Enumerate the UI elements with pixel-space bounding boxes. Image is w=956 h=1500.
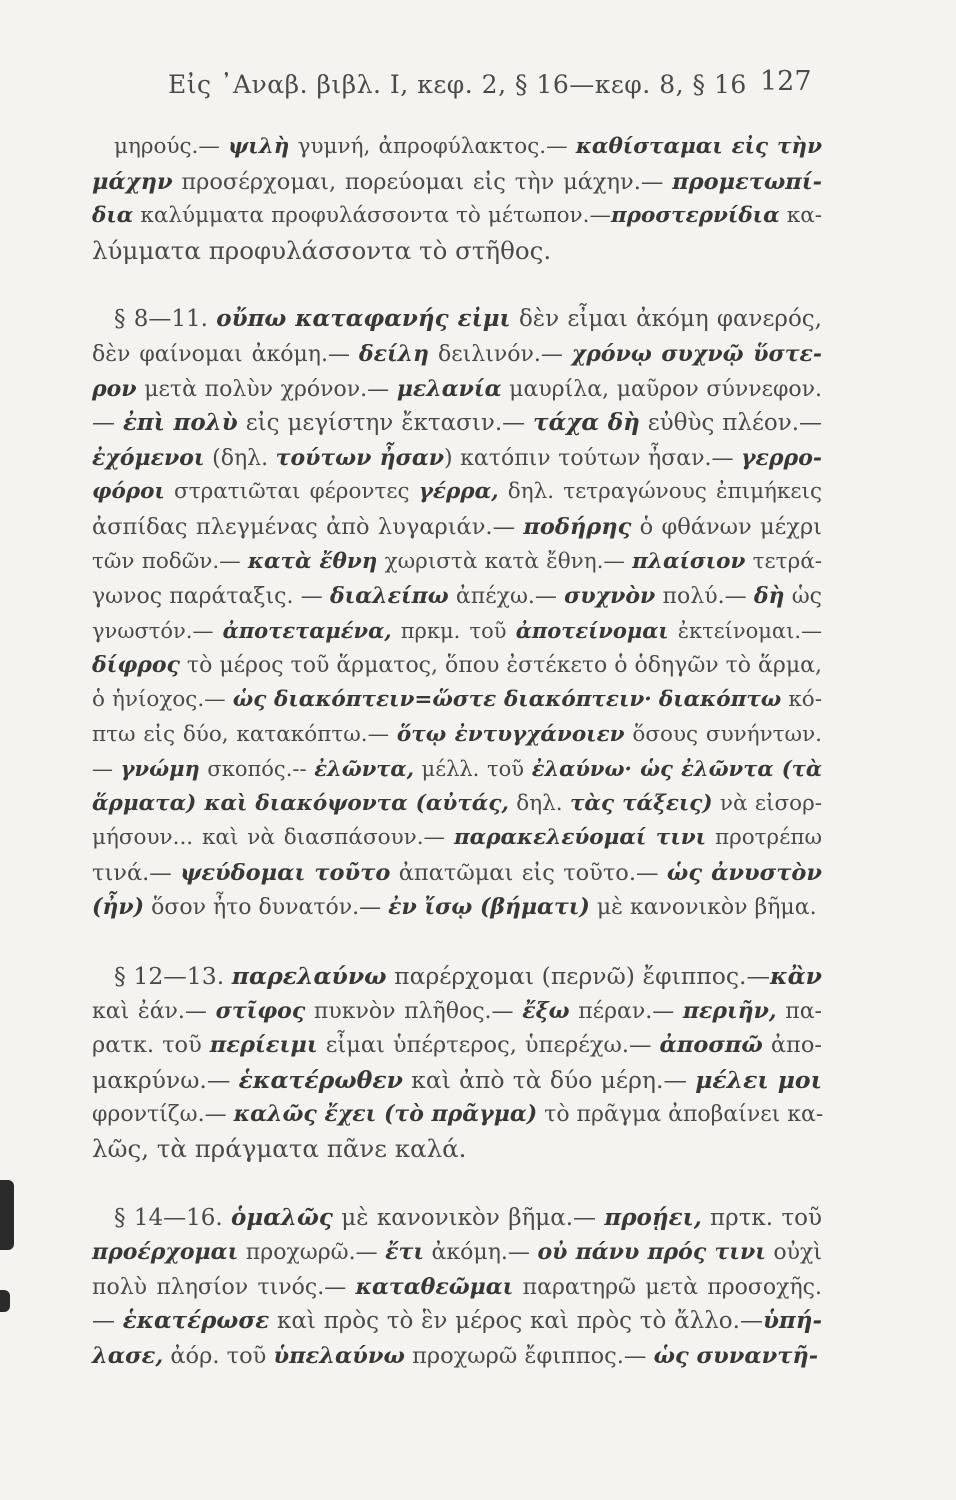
text-line <box>92 1063 822 1098</box>
headword: ὡς ἀνυστὸν <box>666 859 822 886</box>
gloss-text: τῶν ποδῶν.— <box>92 548 248 574</box>
gloss-text: εἶμαι ὑπέρτερος, ὑπερέχω.— <box>317 1032 660 1059</box>
headword: ἐπὶ πολὺ <box>122 409 238 437</box>
headword: συχνὸν <box>564 583 656 610</box>
headword: καταθεῶμαι <box>355 1273 514 1300</box>
gloss-text: § 14—16. <box>114 1204 232 1231</box>
gloss-text: ὅσον ἦτο δυνατόν.— <box>144 895 389 921</box>
headword: δια <box>92 203 134 229</box>
headword: πλαίσιον <box>632 548 746 574</box>
headword: περιῆν, <box>682 997 777 1024</box>
text-line <box>92 372 822 407</box>
headword: ἀποτείνομαι <box>515 617 669 643</box>
gloss-text: προσέρχομαι, πορεύομαι εἰς τὴν μάχην.— <box>172 168 673 195</box>
headword: μέλει μοι <box>695 1065 822 1094</box>
text-line <box>92 1201 822 1236</box>
headword: διαλείπω <box>329 583 449 610</box>
gloss-text: μὲ κανονικὸν βῆμα.— <box>332 1204 605 1231</box>
gloss-text: πτω εἰς δύο, κατακόπτω.— <box>92 721 397 747</box>
headword: χρόνῳ συχνῷ ὕστε- <box>571 340 822 367</box>
headword: προέρχομαι <box>92 1239 239 1266</box>
gloss-text: πυκνὸν πλῆθος.— <box>305 998 523 1024</box>
text-line <box>92 959 822 994</box>
gloss-text: εἰς μεγίστην ἔκτασιν.— <box>237 410 534 437</box>
gloss-text: ὡς <box>784 584 822 610</box>
headword: δὴ <box>753 583 785 610</box>
gloss-text: — <box>92 410 123 437</box>
headword: τὰς τάξεις) <box>569 790 713 816</box>
headword: ὑπελαύνω <box>273 1343 405 1369</box>
headword: γέρρα, <box>418 479 499 505</box>
headword: παρελαύνω <box>231 962 387 991</box>
gloss-text: § 8—11. <box>114 306 217 333</box>
headword: ἐλῶντα, <box>314 756 414 782</box>
text-line <box>92 337 822 372</box>
headword: περίειμι <box>209 1032 318 1059</box>
gloss-text: μηρούς.— <box>114 134 229 159</box>
headword: ἑκατέρωθεν <box>238 1065 403 1094</box>
headword: μελανία <box>396 375 502 402</box>
gloss-text: τετρά- <box>745 548 822 574</box>
gloss-text: πέραν.— <box>569 998 683 1024</box>
gloss-text: καὶ ἐάν.— <box>92 998 216 1024</box>
headword: λασε, <box>92 1343 164 1369</box>
text-line <box>92 1304 822 1339</box>
headword: ὑπή- <box>762 1307 823 1335</box>
headword: ἔξω <box>522 997 570 1024</box>
headword: καθίσταμαι εἰς τὴν <box>575 134 822 159</box>
headword: προστερνίδια <box>610 203 780 229</box>
gloss-text: γωνος παράταξις. — <box>92 584 330 610</box>
gloss-text: παρατηρῶ μετὰ προσοχῆς. <box>513 1274 823 1300</box>
headword: ὅτῳ ἐντυγχάνοιεν <box>396 721 625 747</box>
headword: στῖφος <box>215 997 306 1024</box>
gloss-text: στρατιῶται φέροντες <box>164 479 419 505</box>
gloss-text: δειλινόν.— <box>429 341 572 367</box>
text-line <box>92 302 822 337</box>
headword: οὔπω καταφανής εἰμι <box>216 305 511 333</box>
headword: ὁμαλῶς <box>231 1203 333 1231</box>
text-line <box>92 1235 822 1270</box>
headword: προῄει, <box>604 1203 702 1231</box>
gloss-text: τὸ μέρος τοῦ ἅρματος, ὅπου ἐστέκετο ὁ ὁδηγῶν τὸ ἅρμα, <box>179 653 822 679</box>
text-line <box>92 648 822 683</box>
text-block <box>92 130 822 1374</box>
text-line <box>92 683 822 718</box>
gloss-text: φροντίζω.— <box>92 1102 234 1128</box>
gloss-text: προχωρῶ ἔφιππος.— <box>404 1343 654 1369</box>
page-edge-mark <box>0 1290 10 1312</box>
headword: ἀποτεταμένα, <box>222 617 392 643</box>
gloss-text: δὲν εἶμαι ἀκόμη φανερός, <box>510 306 822 333</box>
page-header <box>0 62 956 102</box>
headword: φόροι <box>92 479 165 505</box>
text-line <box>92 787 822 822</box>
gloss-text: γυμνή, ἀπροφύλακτος.— <box>289 134 576 159</box>
gloss-text: ὁ φθάνων μέχρι <box>631 513 822 540</box>
gloss-text: μὲ κανονικὸν βῆμα. <box>589 895 817 921</box>
text-line <box>92 406 822 441</box>
gloss-text: — <box>92 1308 123 1335</box>
gloss-text: μέλλ. τοῦ <box>413 757 532 782</box>
gloss-text: δὲν φαίνομαι ἀκόμη.— <box>92 341 359 367</box>
gloss-text: ἀκόμη.— <box>423 1240 538 1266</box>
text-line <box>92 890 822 925</box>
headword: γερρο- <box>741 444 822 471</box>
gloss-text: ἀπέχω.— <box>448 584 565 610</box>
headword: ἔτι <box>385 1239 424 1266</box>
gloss-text: καὶ πρὸς τὸ ἓν μέρος καὶ πρὸς τὸ ἄλλο.— <box>269 1308 763 1335</box>
text-line <box>92 441 822 476</box>
headword: (ἦν) <box>92 894 145 921</box>
paragraph <box>92 130 822 268</box>
headword: ἐν ἴσῳ (βήματι) <box>388 894 590 921</box>
gloss-text: πολὺ πλησίον τινός.— <box>92 1274 356 1300</box>
text-line <box>92 718 822 753</box>
page-number: 127 <box>760 66 812 97</box>
gloss-text: λῶς, τὰ πράγματα πᾶνε καλά. <box>92 1134 467 1164</box>
headword: μάχην <box>92 168 173 195</box>
gloss-text: νὰ εἰσορ- <box>712 790 822 816</box>
headword: δείλη <box>358 340 430 367</box>
gloss-text: τινά.— <box>92 859 181 886</box>
gloss-text: προτρέπω <box>706 825 822 851</box>
gloss-text: ἐκτείνομαι.— <box>668 618 823 643</box>
headword: παρακελεύομαί τινι <box>453 825 707 851</box>
headword: δίφρος <box>92 652 180 679</box>
text-line <box>92 1028 822 1063</box>
paragraph-gap <box>92 1167 822 1201</box>
headword: τούτων ἦσαν <box>275 444 445 471</box>
headword: ἐλαύνω· ὡς ἐλῶντα (τὰ <box>531 756 822 782</box>
gloss-text: τὸ πρᾶγμα ἀποβαίνει κα- <box>537 1102 824 1128</box>
gloss-text: κα- <box>779 203 822 229</box>
gloss-text: χωριστὰ κατὰ ἔθνη.— <box>377 548 633 574</box>
headword: οὐ πάνυ πρός τινι <box>537 1239 766 1266</box>
text-line <box>92 1097 822 1132</box>
text-line <box>92 199 822 234</box>
headword: ἅρματα) καὶ διακόψοντα (αὐτάς, <box>92 790 509 816</box>
gloss-text: σκοπός.-- <box>199 757 315 782</box>
gloss-text: κό- <box>781 686 822 712</box>
gloss-text: καὶ ἀπὸ τὰ δύο μέρη.— <box>402 1065 696 1094</box>
gloss-text <box>652 687 659 712</box>
text-line <box>92 510 822 545</box>
text-line <box>92 1132 822 1167</box>
text-line <box>92 752 822 787</box>
gloss-text: μετὰ πολὺν χρόνον.— <box>136 376 397 402</box>
gloss-text: μακρύνω.— <box>92 1065 239 1094</box>
gloss-text: ἀσπίδας πλεγμένας ἀπὸ λυγαριάν.— <box>92 513 524 540</box>
text-line <box>92 1339 822 1374</box>
gloss-text: ἀόρ. τοῦ <box>163 1343 274 1369</box>
text-line <box>92 130 822 165</box>
text-line <box>92 579 822 614</box>
gloss-text: δηλ. <box>508 790 570 816</box>
text-line <box>92 165 822 200</box>
gloss-text: εὐθὺς πλέον.— <box>639 410 823 437</box>
gloss-text: πα- <box>776 998 822 1024</box>
gloss-text: πολύ.— <box>655 584 754 610</box>
paragraph-gap <box>92 925 822 959</box>
gloss-text: καλύμματα προφυλάσσοντα τὸ μέτωπον.— <box>133 203 611 229</box>
gloss-text: οὐχὶ <box>765 1240 823 1266</box>
text-line <box>92 1270 822 1305</box>
headword: ὡς συναντῆ- <box>653 1343 819 1369</box>
page-edge-mark <box>0 1180 14 1250</box>
paragraph <box>92 1201 822 1374</box>
gloss-text: (δηλ. <box>204 445 276 471</box>
gloss-text: μήσουν... καὶ νὰ διασπάσουν.— <box>92 825 454 851</box>
gloss-text: δηλ. τετραγώνους ἐπιμήκεις <box>498 479 822 505</box>
headword: τάχα δὴ <box>533 409 640 437</box>
text-line <box>92 994 822 1029</box>
gloss-text: ὅσους συνήντων. <box>624 721 822 747</box>
headword: προμετωπί- <box>672 168 822 195</box>
headword: διακόπτω <box>658 686 782 712</box>
gloss-text: προχωρῶ.— <box>238 1240 386 1266</box>
headword: καλῶς ἔχει (τὸ πρᾶγμα) <box>233 1101 538 1128</box>
paragraph-gap <box>92 268 822 302</box>
gloss-text: ὁ ἡνίοχος.— <box>92 686 233 712</box>
gloss-text: πρκμ. τοῦ <box>391 618 516 643</box>
headword: ἀποσπῶ <box>659 1032 763 1059</box>
gloss-text: ἀπο- <box>762 1032 822 1059</box>
gloss-text: γνωστόν.— <box>92 618 223 643</box>
gloss-text: ) κατόπιν τούτων ἦσαν.— <box>444 445 742 471</box>
headword: ψιλὴ <box>228 134 290 159</box>
headword: ψεύδομαι τοῦτο <box>180 859 391 886</box>
gloss-text: μαυρίλα, μαῦρον σύννεφον. <box>501 376 822 402</box>
text-line <box>92 545 822 580</box>
gloss-text: πρτκ. τοῦ <box>701 1204 823 1231</box>
headword: ρον <box>92 375 137 402</box>
gloss-text: — <box>92 757 121 782</box>
text-line <box>92 856 822 891</box>
headword: κἂν <box>769 962 822 991</box>
paragraph <box>92 959 822 1167</box>
running-head: Εἰς ᾽Αναβ. βιβλ. Ι, κεφ. 2, § 16—κεφ. 8, § 16 <box>168 70 747 99</box>
headword: ἑκατέρωσε <box>122 1307 270 1335</box>
text-line <box>92 475 822 510</box>
headword: ὡς διακόπτειν=ὥστε διακόπτειν· <box>232 686 652 712</box>
headword: ποδήρης <box>523 513 632 540</box>
gloss-text: παρέρχομαι (περνῶ) ἔφιππος.— <box>386 962 770 991</box>
headword: ἐχόμενοι <box>92 444 205 471</box>
paragraph <box>92 302 822 925</box>
text-line <box>92 614 822 649</box>
gloss-text: ἀπατῶμαι εἰς τοῦτο.— <box>390 859 667 886</box>
text-line <box>92 234 822 269</box>
gloss-text: λύμματα προφυλάσσοντα τὸ στῆθος. <box>92 235 552 265</box>
headword: γνώμη <box>120 756 200 782</box>
text-line <box>92 821 822 856</box>
gloss-text: ρατκ. τοῦ <box>92 1032 210 1059</box>
gloss-text: § 12—13. <box>114 962 232 991</box>
headword: κατὰ ἔθνη <box>247 548 378 574</box>
